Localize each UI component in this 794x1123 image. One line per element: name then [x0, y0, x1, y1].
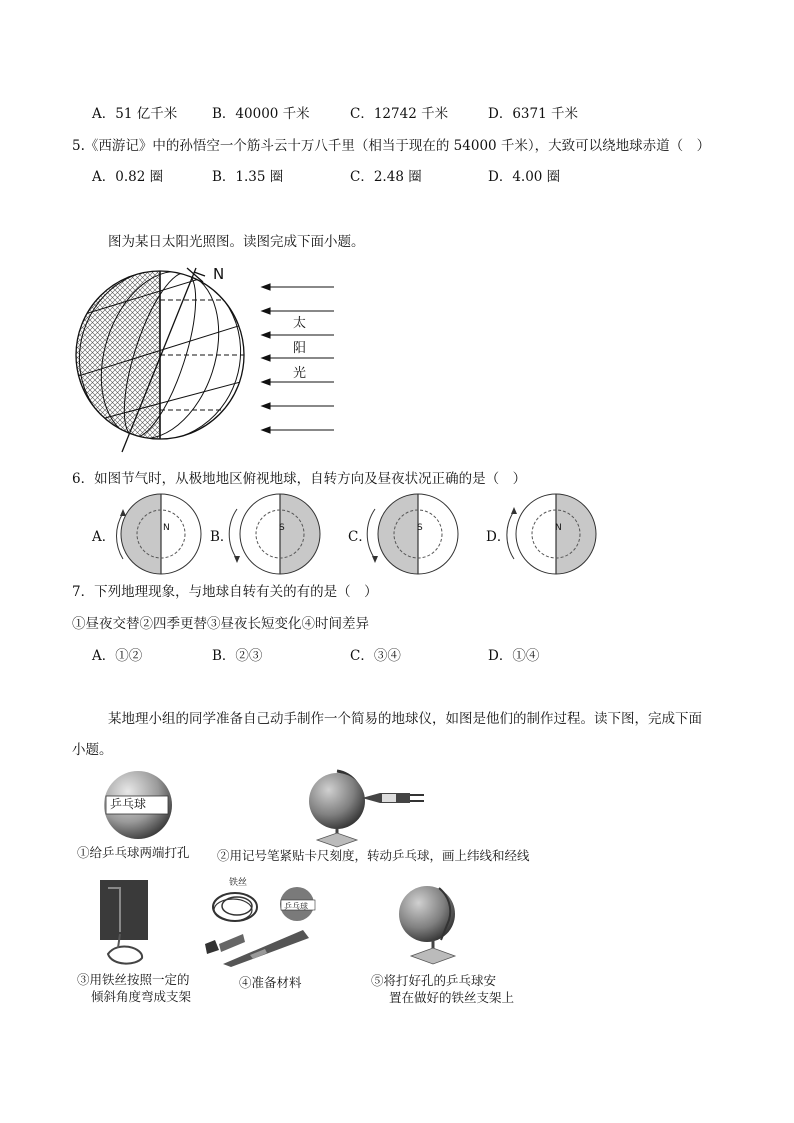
q6-option-c-diagram: [370, 489, 470, 579]
intro-globe-making-line2: 小题。: [72, 742, 113, 758]
step4-caption: ④准备材料: [239, 975, 302, 990]
q4-option-c: C．12742 千米: [350, 106, 449, 122]
step2-image: [302, 765, 432, 845]
q4-option-b: B．40000 千米: [212, 106, 310, 122]
q5-stem: 5.《西游记》中的孙悟空一个筋斗云十万八千里（相当于现在的 54000 千米），大致可以绕地球赤道（ ）: [72, 138, 711, 154]
q5-option-a: A．0.82 圈: [92, 169, 164, 185]
step3-caption-line2: 倾斜角度弯成支架: [91, 989, 192, 1004]
step1-ball-label: 乒乓球: [110, 797, 147, 811]
sunlight-arrows: [262, 284, 334, 433]
step4-image: [205, 872, 325, 967]
q5-option-c: C．2.48 圈: [350, 169, 422, 185]
q7-items: ①昼夜交替②四季更替③昼夜长短变化④时间差异: [72, 616, 369, 632]
step3-caption-line1: ③用铁丝按照一定的: [77, 972, 190, 987]
q6-option-a-pole: N: [163, 523, 170, 533]
step1-caption: ①给乒乓球两端打孔: [77, 845, 190, 860]
q7-option-a: A．①②: [92, 648, 143, 664]
q4-option-a: A．51 亿千米: [92, 106, 178, 122]
q7-option-c: C．③④: [350, 648, 401, 664]
q5-option-b: B．1.35 圈: [212, 169, 284, 185]
intro-sunlight-figure: 图为某日太阳光照图。读图完成下面小题。: [108, 234, 365, 250]
step2-caption: ②用记号笔紧贴卡尺刻度，转动乒乓球，画上纬线和经线: [217, 848, 530, 863]
q6-option-b-label: B．: [210, 529, 234, 545]
q5-option-d: D．4.00 圈: [488, 169, 561, 185]
sun-char-2: 阳: [293, 337, 306, 356]
step4-ball-label: 乒乓球: [284, 902, 308, 911]
step5-image: [393, 880, 473, 970]
q6-option-b-pole: S: [279, 523, 285, 533]
q6-option-d-diagram: [508, 489, 608, 579]
q6-option-b-diagram: [232, 489, 332, 579]
q6-option-d-label: D．: [486, 529, 511, 545]
q6-option-c-label: C．: [348, 529, 372, 545]
q6-option-a-diagram: [113, 489, 213, 579]
intro-globe-making-line1: 某地理小组的同学准备自己动手制作一个简易的地球仪，如图是他们的制作过程。读下图，完成下面: [108, 711, 702, 727]
step5-caption-line2: 置在做好的铁丝支架上: [389, 990, 515, 1005]
step5-caption-line1: ⑤将打好孔的乒乓球安: [371, 973, 497, 988]
q6-option-d-pole: N: [555, 523, 562, 533]
north-label: N: [213, 265, 225, 283]
step3-image: [100, 878, 160, 968]
sun-char-3: 光: [293, 362, 306, 381]
sun-char-1: 太: [293, 312, 306, 331]
q7-stem: 7．下列地理现象，与地球自转有关的有的是（ ）: [72, 584, 378, 600]
q4-option-d: D．6371 千米: [488, 106, 578, 122]
q6-option-c-pole: S: [417, 523, 423, 533]
step4-wire-label: 铁丝: [229, 878, 248, 888]
q7-option-b: B．②③: [212, 648, 263, 664]
q6-option-a-label: A．: [92, 529, 116, 545]
q7-option-d: D．①④: [488, 648, 540, 664]
q6-stem: 6．如图节气时，从极地地区俯视地球，自转方向及昼夜状况正确的是（ ）: [72, 471, 527, 487]
